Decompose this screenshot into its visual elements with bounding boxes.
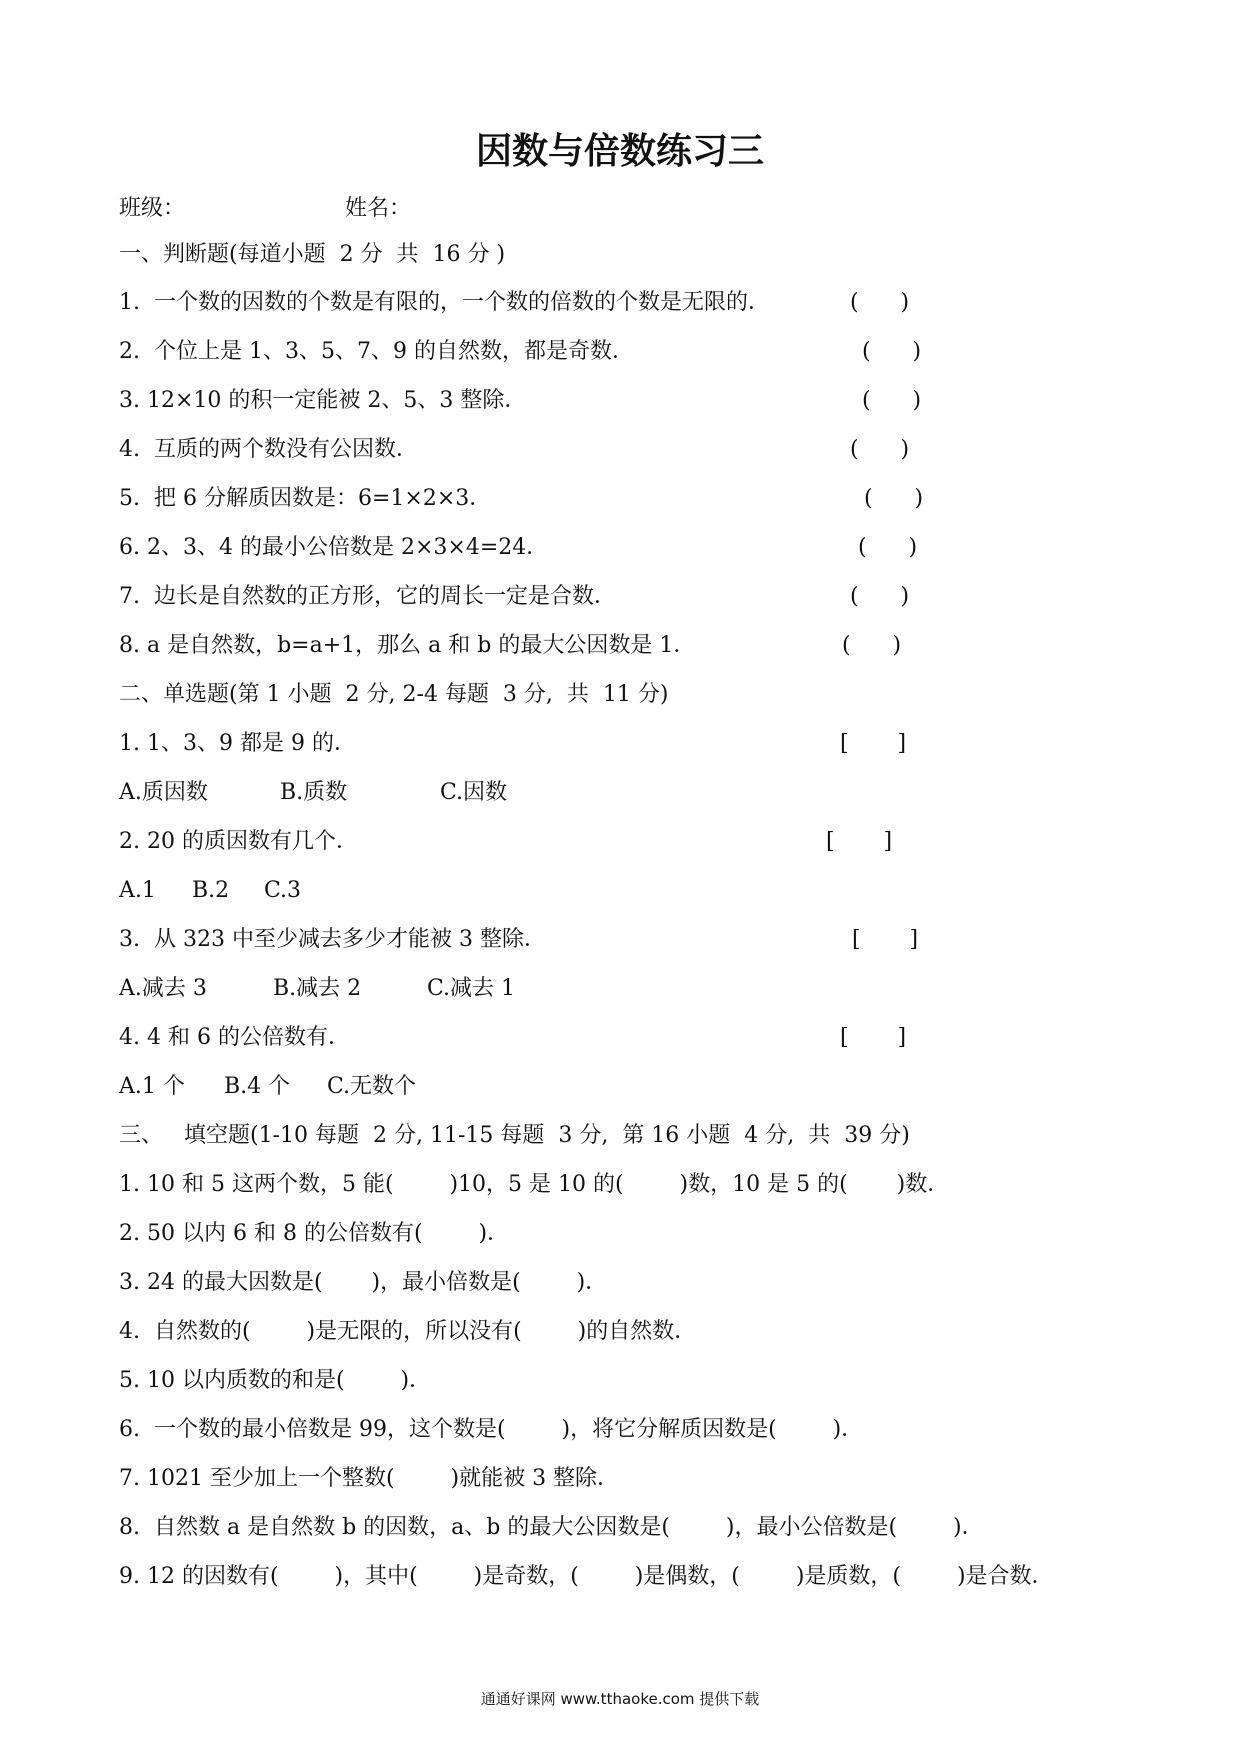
- s2-bracket-1: [ ]: [840, 731, 907, 756]
- s1-answer-6: ( ): [858, 535, 918, 560]
- s2-question-1: 1. 1、3、9 都是 9 的．: [119, 731, 356, 756]
- s1-answer-1: ( ): [850, 290, 910, 315]
- s3-item-4: 4. 自然数的( )是无限的，所以没有( )的自然数．: [119, 1319, 697, 1344]
- page-footer: 通通好课网 www.tthaoke.com 提供下载: [480, 1690, 760, 1708]
- s3-item-1: 1. 10 和 5 这两个数，5 能( )10，5 是 10 的( )数，10 是 5 的( )数．: [119, 1172, 950, 1197]
- s3-item-7: 7. 1021 至少加上一个整数( )就能被 3 整除．: [119, 1466, 620, 1491]
- s2-option-4b: B.4 个: [224, 1074, 291, 1099]
- s2-question-3: 3. 从 323 中至少减去多少才能被 3 整除．: [119, 927, 546, 952]
- s2-option-2a: A.1: [119, 878, 156, 903]
- s1-answer-5: ( ): [864, 486, 924, 511]
- s2-option-3b: B.减去 2: [273, 976, 362, 1001]
- page-title: 因数与倍数练习三: [475, 131, 764, 172]
- s2-bracket-4: [ ]: [840, 1025, 907, 1050]
- s2-option-4c: C.无数个: [327, 1074, 417, 1099]
- s2-option-2c: C.3: [264, 878, 302, 903]
- section2-heading: 二、单选题(第 1 小题 2 分, 2-4 每题 3 分, 共 11 分): [119, 682, 669, 707]
- s2-option-1c: C.因数: [440, 780, 508, 805]
- s3-item-8: 8. 自然数 a 是自然数 b 的因数，a、b 的最大公因数是( )，最小公倍数是( )．: [119, 1515, 984, 1540]
- s2-bracket-2: [ ]: [826, 829, 893, 854]
- s2-question-2: 2. 20 的质因数有几个．: [119, 829, 358, 854]
- class-label: 班级：: [119, 196, 186, 221]
- section3-heading: 三、 填空题(1-10 每题 2 分, 11-15 每题 3 分, 第 16 小题 4 分, 共 39 分): [119, 1123, 910, 1148]
- s2-option-1a: A.质因数: [119, 780, 208, 805]
- name-label: 姓名：: [345, 196, 412, 221]
- s1-item-2: 2. 个位上是 1、3、5、7、9 的自然数，都是奇数．: [119, 339, 634, 364]
- s3-item-2: 2. 50 以内 6 和 8 的公倍数有( )．: [119, 1221, 510, 1246]
- s1-item-4: 4. 互质的两个数没有公因数．: [119, 437, 418, 462]
- s1-answer-8: ( ): [842, 633, 902, 658]
- s2-option-2b: B.2: [192, 878, 230, 903]
- s3-item-3: 3. 24 的最大因数是( )，最小倍数是( )．: [119, 1270, 608, 1295]
- s2-option-4a: A.1 个: [119, 1074, 185, 1099]
- s1-answer-2: ( ): [862, 339, 922, 364]
- s3-item-9: 9. 12 的因数有( )，其中( )是奇数，( )是偶数，( )是质数，( )是合数．: [119, 1564, 1054, 1589]
- section1-heading: 一、判断题(每道小题 2 分 共 16 分 ): [119, 242, 506, 267]
- s2-option-3c: C.减去 1: [427, 976, 516, 1001]
- s2-option-1b: B.质数: [280, 780, 348, 805]
- s3-item-5: 5. 10 以内质数的和是( )．: [119, 1368, 432, 1393]
- s2-question-4: 4. 4 和 6 的公倍数有．: [119, 1025, 350, 1050]
- s2-option-3a: A.减去 3: [119, 976, 207, 1001]
- s1-item-6: 6. 2、3、4 的最小公倍数是 2×3×4=24．: [119, 535, 549, 560]
- s2-bracket-3: [ ]: [852, 927, 919, 952]
- s1-item-5: 5. 把 6 分解质因数是：6=1×2×3．: [119, 486, 492, 511]
- s1-answer-3: ( ): [862, 388, 922, 413]
- s1-answer-7: ( ): [850, 584, 910, 609]
- s1-item-1: 1. 一个数的因数的个数是有限的，一个数的倍数的个数是无限的．: [119, 290, 770, 315]
- s1-answer-4: ( ): [850, 437, 910, 462]
- s1-item-3: 3. 12×10 的积一定能被 2、5、3 整除．: [119, 388, 527, 413]
- s1-item-7: 7. 边长是自然数的正方形，它的周长一定是合数．: [119, 584, 616, 609]
- s1-item-8: 8. a 是自然数，b=a+1，那么 a 和 b 的最大公因数是 1．: [119, 633, 696, 658]
- s3-item-6: 6. 一个数的最小倍数是 99，这个数是( )，将它分解质因数是( )．: [119, 1417, 864, 1442]
